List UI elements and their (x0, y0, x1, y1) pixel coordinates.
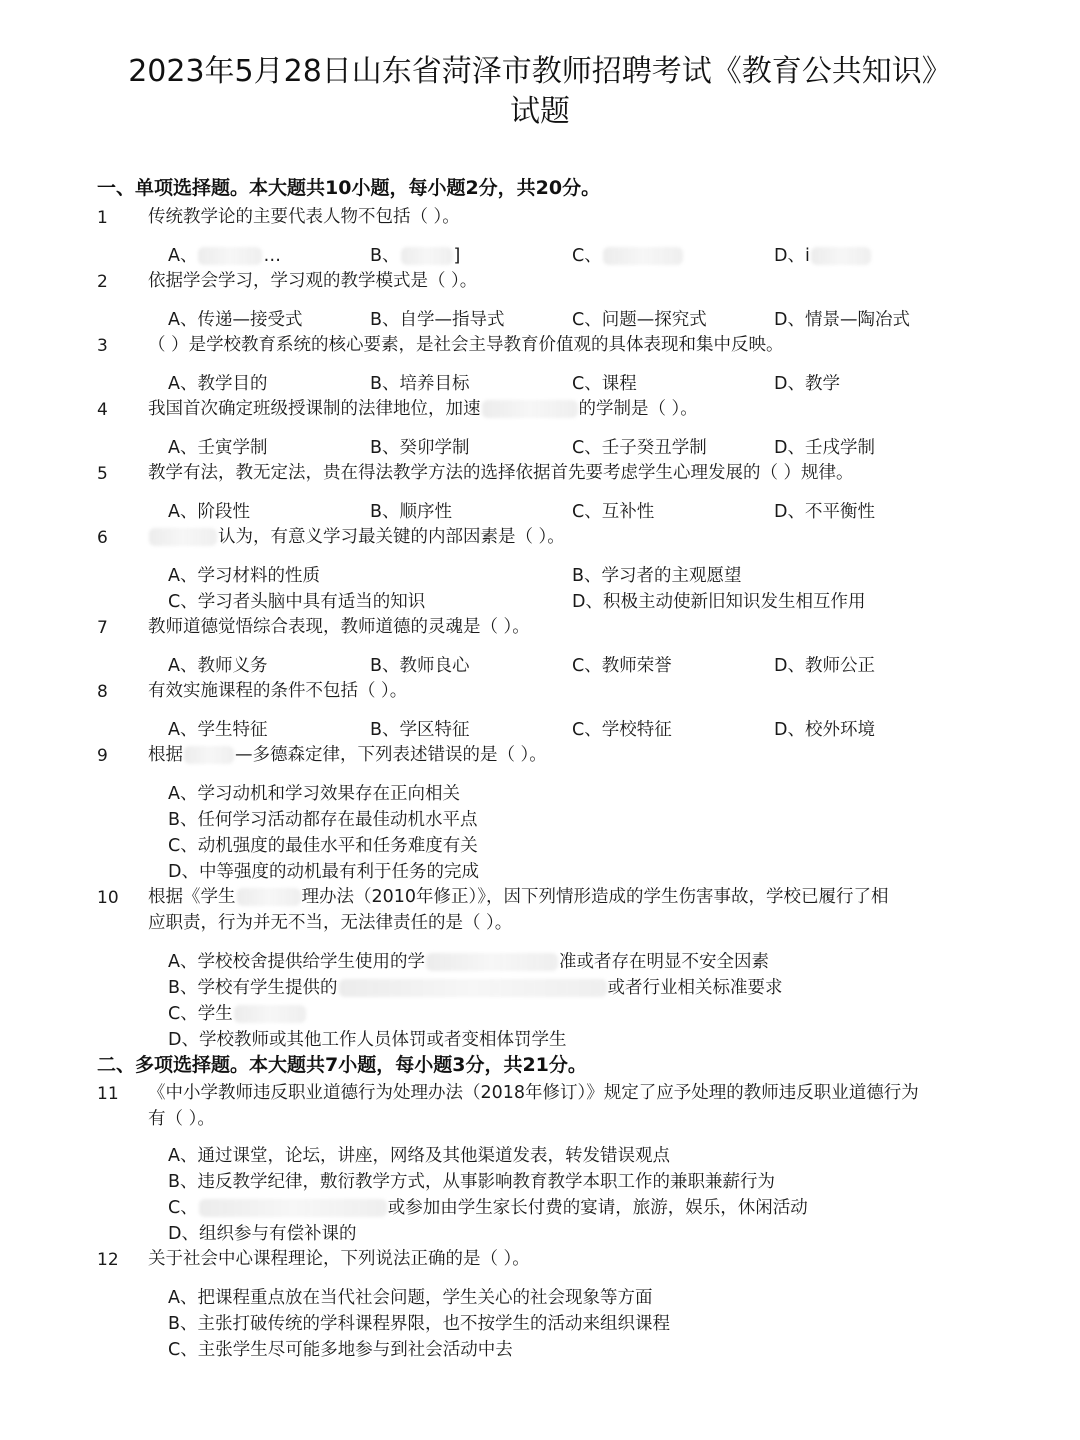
option-b: B、癸卯学制 (370, 438, 470, 458)
option-d: D、不平衡性 (774, 502, 875, 522)
question-stem: （ ）是学校教育系统的核心要素，是社会主导教育价值观的具体表现和集中反映。 (148, 335, 784, 355)
option-part: B、学校有学生提供的 (168, 978, 338, 998)
option-c: C、学习者头脑中具有适当的知识 (168, 592, 426, 612)
option-c: C、主张学生尽可能多地参与到社会活动中去 (168, 1340, 513, 1360)
option-d: D、学校教师或其他工作人员体罚或者变相体罚学生 (168, 1030, 567, 1050)
redaction-mask (603, 247, 683, 265)
option-d: D、校外环境 (774, 720, 875, 740)
option-label: A、 (168, 246, 198, 266)
question-number: 8 (97, 682, 108, 702)
section-header-multiple-choice: 二、多项选择题。本大题共7小题，每小题3分，共21分。 (97, 1054, 587, 1076)
stem-part: 认为，有意义学习最关键的内部因素是（ ）。 (218, 527, 565, 547)
option-d: D、情景—陶冶式 (774, 310, 910, 330)
redaction-mask (811, 247, 871, 265)
option-part: 或参加由学生家长付费的宴请，旅游，娱乐，休闲活动 (387, 1198, 808, 1218)
stem-part: 我国首次确定班级授课制的法律地位，加速 (148, 399, 481, 419)
stem-part: 根据 (148, 745, 183, 765)
option-a: A、传递—接受式 (168, 310, 303, 330)
question-stem: 关于社会中心课程理论，下列说法正确的是（ ）。 (148, 1249, 530, 1269)
option-d: D、中等强度的动机最有利于任务的完成 (168, 862, 479, 882)
option-label: D、 (774, 246, 805, 266)
option-part: C、学生 (168, 1004, 233, 1024)
question-stem (148, 524, 948, 550)
option-fragment: … (263, 246, 281, 266)
option-a: A、阶段性 (168, 502, 250, 522)
option-c: C、问题—探究式 (572, 310, 707, 330)
option-a: A、学生特征 (168, 720, 268, 740)
option-c: C、壬子癸丑学制 (572, 438, 707, 458)
option-a: A、教师义务 (168, 656, 268, 676)
stem-part: 理办法（2010年修正）》，因下列情形造成的学生伤害事故，学校已履行了相 (301, 887, 889, 907)
option-a (168, 950, 769, 974)
option-b: B、主张打破传统的学科课程界限，也不按学生的活动来组织课程 (168, 1314, 671, 1334)
option-a: A、教学目的 (168, 374, 268, 394)
redaction-mask (184, 746, 234, 764)
question-number: 9 (97, 746, 108, 766)
option-a: A、学习动机和学习效果存在正向相关 (168, 784, 460, 804)
option-b (168, 976, 783, 1000)
option-c: C、课程 (572, 374, 637, 394)
option-b: B、培养目标 (370, 374, 470, 394)
option-b: B、违反教学纪律，敷衍教学方式，从事影响教育教学本职工作的兼职兼薪行为 (168, 1172, 776, 1192)
option-label: B、 (370, 246, 400, 266)
option-b: B、教师良心 (370, 656, 470, 676)
option-part: A、学校校舍提供给学生使用的学 (168, 952, 425, 972)
question-number: 5 (97, 464, 108, 484)
option-b: B、学区特征 (370, 720, 470, 740)
question-number: 1 (97, 208, 108, 228)
question-number: 4 (97, 400, 108, 420)
redaction-mask (149, 528, 217, 546)
option-part: 或者行业相关标准要求 (607, 978, 783, 998)
option-b: B、自学—指导式 (370, 310, 505, 330)
question-stem: 《中小学教师违反职业道德行为处理办法（2018年修订）》规定了应予处理的教师违反职业道德行为 (148, 1083, 919, 1103)
question-stem (148, 396, 948, 422)
question-stem (148, 742, 948, 768)
option-d: D、教学 (774, 374, 840, 394)
question-number: 3 (97, 336, 108, 356)
option-d: D、教师公正 (774, 656, 875, 676)
option-fragment: ] (453, 246, 461, 266)
option-a (168, 244, 281, 268)
redaction-mask (234, 1005, 306, 1023)
question-stem: 有效实施课程的条件不包括（ ）。 (148, 681, 408, 701)
redaction-mask (339, 979, 607, 997)
question-stem: 依据学会学习，学习观的教学模式是（ ）。 (148, 271, 478, 291)
option-d: D、组织参与有偿补课的 (168, 1224, 357, 1244)
question-number: 11 (97, 1084, 119, 1104)
question-stem-continued: 有（ ）。 (148, 1109, 215, 1129)
option-a: A、壬寅学制 (168, 438, 268, 458)
stem-part: —多德森定律，下列表述错误的是（ ）。 (235, 745, 547, 765)
option-fragment: i (804, 246, 810, 266)
question-number: 7 (97, 618, 108, 638)
option-part: C、 (168, 1198, 198, 1218)
stem-part: 的学制是（ ）。 (578, 399, 698, 419)
question-stem-continued: 应职责，行为并无不当，无法律责任的是（ ）。 (148, 913, 513, 933)
option-d: D、积极主动使新旧知识发生相互作用 (572, 592, 866, 612)
redaction-mask (198, 247, 262, 265)
option-b: B、顺序性 (370, 502, 453, 522)
option-c (168, 1196, 808, 1220)
option-a: A、通过课堂，论坛，讲座，网络及其他渠道发表，转发错误观点 (168, 1146, 670, 1166)
question-stem (148, 884, 948, 910)
question-number: 2 (97, 272, 108, 292)
question-number: 6 (97, 528, 108, 548)
question-number: 12 (97, 1250, 119, 1270)
question-number: 10 (97, 888, 119, 908)
redaction-mask (426, 953, 558, 971)
option-b: B、任何学习活动都存在最佳动机水平点 (168, 810, 478, 830)
question-stem: 传统教学论的主要代表人物不包括（ ）。 (148, 207, 460, 227)
redaction-mask (199, 1199, 387, 1217)
option-c: C、教师荣誉 (572, 656, 672, 676)
option-c: C、互补性 (572, 502, 655, 522)
stem-part: 根据《学生 (148, 887, 236, 907)
option-d: D、壬戌学制 (774, 438, 875, 458)
page-title-line2: 试题 (510, 94, 570, 129)
redaction-mask (482, 400, 578, 418)
page-title-line1: 2023年5月28日山东省菏泽市教师招聘考试《教育公共知识》 (128, 54, 952, 89)
option-c: C、学校特征 (572, 720, 672, 740)
option-a: A、把课程重点放在当代社会问题，学生关心的社会现象等方面 (168, 1288, 653, 1308)
option-d (774, 244, 872, 268)
option-b: B、学习者的主观愿望 (572, 566, 742, 586)
option-part: 准或者存在明显不安全因素 (558, 952, 769, 972)
redaction-mask (237, 888, 301, 906)
option-a: A、学习材料的性质 (168, 566, 320, 586)
section-header-single-choice: 一、单项选择题。本大题共10小题，每小题2分，共20分。 (97, 177, 601, 199)
option-b (370, 244, 460, 268)
question-stem: 教学有法，教无定法，贵在得法教学方法的选择依据首先要考虑学生心理发展的（ ）规律。 (148, 463, 854, 483)
option-c: C、动机强度的最佳水平和任务难度有关 (168, 836, 478, 856)
option-label: C、 (572, 246, 602, 266)
redaction-mask (401, 247, 453, 265)
option-c (168, 1002, 307, 1026)
question-stem: 教师道德觉悟综合表现，教师道德的灵魂是（ ）。 (148, 617, 530, 637)
option-c (572, 244, 684, 268)
